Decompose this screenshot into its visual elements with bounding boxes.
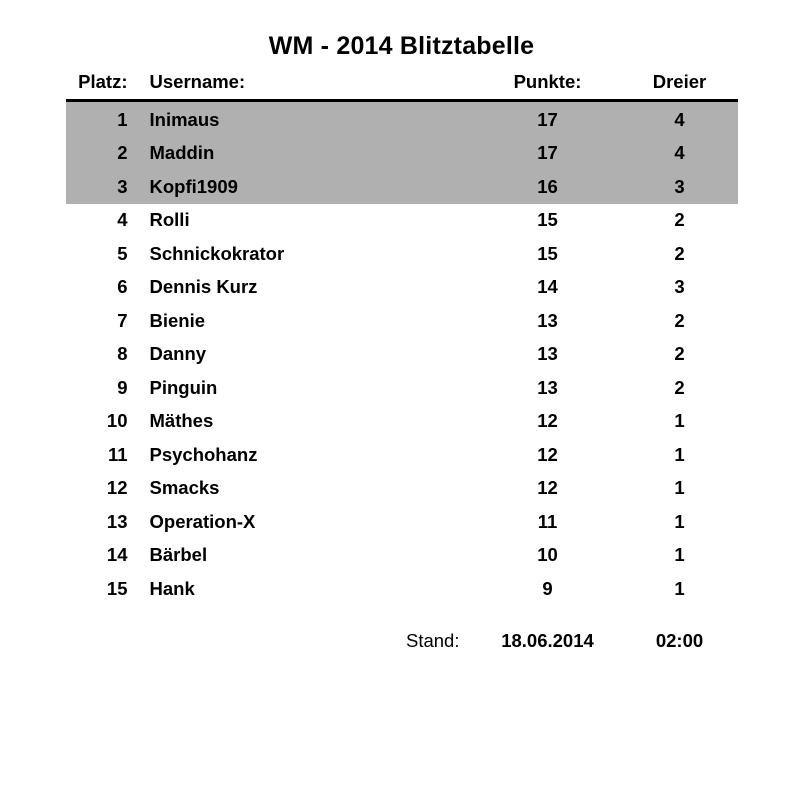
cell-username: Mäthes bbox=[149, 410, 214, 432]
cell-username: Dennis Kurz bbox=[149, 276, 258, 298]
cell-dreier: 4 bbox=[622, 101, 738, 137]
column-header-dreier: Dreier bbox=[622, 71, 738, 101]
table-row bbox=[66, 572, 738, 606]
cell-punkte: 10 bbox=[537, 544, 558, 566]
table-row bbox=[66, 539, 738, 573]
standings-table bbox=[66, 71, 738, 606]
table-row bbox=[66, 505, 738, 539]
cell-platz: 4 bbox=[117, 209, 128, 231]
table-row bbox=[66, 338, 738, 372]
footer-row bbox=[66, 630, 738, 652]
cell-punkte: 15 bbox=[537, 242, 558, 264]
cell-dreier: 2 bbox=[674, 242, 685, 264]
cell-dreier: 2 bbox=[674, 209, 685, 231]
cell-username: Bienie bbox=[149, 309, 206, 331]
cell-platz: 12 bbox=[106, 477, 128, 499]
page-title: WM - 2014 Blitztabelle bbox=[268, 32, 535, 60]
table-row bbox=[66, 237, 738, 271]
cell-punkte: 13 bbox=[537, 343, 558, 365]
cell-dreier: 3 bbox=[622, 170, 738, 204]
cell-platz: 11 bbox=[107, 443, 128, 465]
cell-username: Inimaus bbox=[144, 101, 474, 137]
cell-platz: 5 bbox=[117, 242, 128, 264]
cell-platz: 10 bbox=[106, 410, 128, 432]
footer-time: 02:00 bbox=[655, 629, 704, 651]
cell-dreier: 2 bbox=[674, 309, 685, 331]
table-row bbox=[66, 137, 738, 171]
cell-username: Smacks bbox=[149, 477, 220, 499]
cell-dreier: 1 bbox=[674, 544, 685, 566]
cell-platz: 9 bbox=[117, 376, 128, 398]
table-row bbox=[66, 472, 738, 506]
cell-platz: 1 bbox=[66, 101, 144, 137]
cell-dreier: 1 bbox=[674, 510, 685, 532]
cell-dreier: 2 bbox=[674, 376, 685, 398]
cell-dreier: 4 bbox=[622, 137, 738, 171]
cell-platz: 15 bbox=[106, 577, 128, 599]
cell-username: Hank bbox=[149, 577, 195, 599]
cell-username: Operation-X bbox=[149, 510, 256, 532]
cell-username: Kopfi1909 bbox=[144, 170, 474, 204]
cell-platz: 13 bbox=[106, 510, 128, 532]
table-row bbox=[66, 170, 738, 204]
cell-punkte: 9 bbox=[542, 577, 553, 599]
cell-punkte: 14 bbox=[537, 276, 558, 298]
cell-punkte: 17 bbox=[474, 101, 622, 137]
document-sheet bbox=[0, 32, 803, 788]
cell-username: Schnickokrator bbox=[149, 242, 285, 264]
table-row bbox=[66, 204, 738, 238]
footer-date: 18.06.2014 bbox=[501, 629, 594, 651]
cell-username: Pinguin bbox=[149, 376, 218, 398]
cell-platz: 6 bbox=[117, 276, 128, 298]
column-header-username: Username: bbox=[144, 71, 474, 101]
cell-username: Maddin bbox=[144, 137, 474, 171]
cell-platz: 8 bbox=[117, 343, 128, 365]
table-body bbox=[66, 101, 738, 606]
cell-platz: 7 bbox=[117, 309, 128, 331]
table-header-row bbox=[66, 71, 738, 101]
column-header-punkte: Punkte: bbox=[474, 71, 622, 101]
cell-username: Bärbel bbox=[149, 544, 208, 566]
cell-dreier: 2 bbox=[674, 343, 685, 365]
cell-punkte: 16 bbox=[474, 170, 622, 204]
cell-punkte: 17 bbox=[474, 137, 622, 171]
cell-punkte: 12 bbox=[537, 443, 558, 465]
cell-punkte: 12 bbox=[537, 410, 558, 432]
table-row bbox=[66, 271, 738, 305]
cell-dreier: 1 bbox=[674, 443, 685, 465]
table-header bbox=[66, 71, 738, 101]
cell-punkte: 12 bbox=[537, 477, 558, 499]
table-row bbox=[66, 405, 738, 439]
cell-username: Rolli bbox=[149, 209, 190, 231]
cell-punkte: 13 bbox=[537, 309, 558, 331]
cell-dreier: 3 bbox=[674, 276, 685, 298]
column-header-platz: Platz: bbox=[66, 71, 144, 101]
cell-username: Danny bbox=[149, 343, 207, 365]
table-row bbox=[66, 438, 738, 472]
table-row bbox=[66, 304, 738, 338]
cell-punkte: 13 bbox=[537, 376, 558, 398]
cell-dreier: 1 bbox=[674, 477, 685, 499]
cell-platz: 2 bbox=[66, 137, 144, 171]
cell-punkte: 15 bbox=[537, 209, 558, 231]
cell-dreier: 1 bbox=[674, 410, 685, 432]
footer-label: Stand: bbox=[406, 629, 460, 651]
cell-username: Psychohanz bbox=[149, 443, 258, 465]
table-row bbox=[66, 101, 738, 137]
cell-platz: 3 bbox=[66, 170, 144, 204]
cell-platz: 14 bbox=[106, 544, 128, 566]
cell-punkte: 11 bbox=[537, 510, 558, 532]
table-row bbox=[66, 371, 738, 405]
cell-dreier: 1 bbox=[674, 577, 685, 599]
